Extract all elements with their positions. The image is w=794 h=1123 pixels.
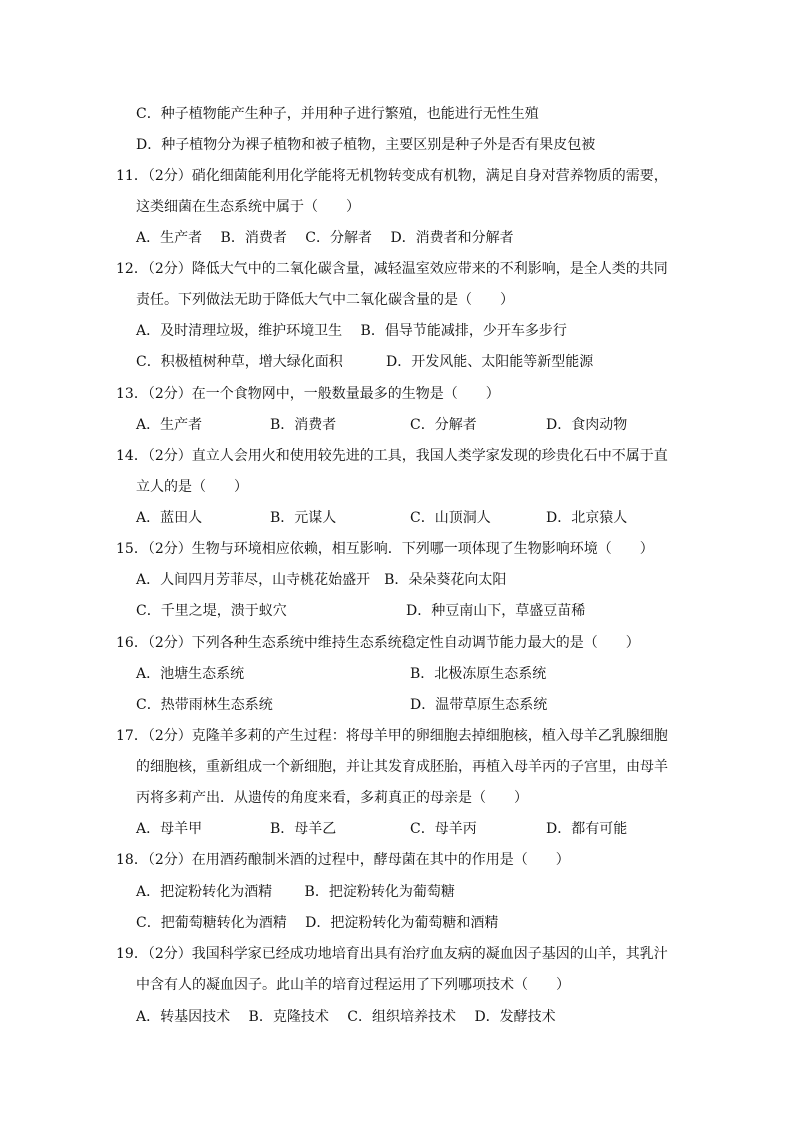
q16-option-c: C．热带雨林生态系统 <box>136 697 273 713</box>
q14-option-c: C．山顶洞人 <box>410 510 491 526</box>
q14-stem-line1: 14．（2分）直立人会用火和使用较先进的工具，我国人类学家发现的珍贵化石中不属于直 <box>116 448 668 464</box>
q13-stem: 13．（2分）在一个食物网中，一般数量最多的生物是（ ） <box>116 386 500 402</box>
q14-option-b: B．元谋人 <box>270 510 337 526</box>
q16-stem: 16．（2分）下列各种生态系统中维持生态系统稳定性自动调节能力最大的是（ ） <box>116 635 640 651</box>
q11-stem-line2: 这类细菌在生态系统中属于（ ） <box>136 199 360 215</box>
q17-option-a: A．母羊甲 <box>136 821 203 837</box>
q18-options-row1: A．把淀粉转化为酒精 B．把淀粉转化为葡萄糖 <box>136 884 455 900</box>
q13-option-b: B．消费者 <box>270 417 337 433</box>
q17-option-d: D．都有可能 <box>546 821 628 837</box>
q12-option-c: C．积极植树种草，增大绿化面积 <box>136 354 343 370</box>
q19-stem-line2: 中含有人的凝血因子。此山羊的培育过程运用了下列哪项技术（ ） <box>136 977 570 993</box>
q12-stem-line1: 12．（2分）降低大气中的二氧化碳含量，减轻温室效应带来的不利影响，是全人类的共同 <box>116 261 668 277</box>
q19-options: A．转基因技术 B．克隆技术 C．组织培养技术 D．发酵技术 <box>136 1009 556 1025</box>
q18-stem: 18．（2分）在用酒药酿制米酒的过程中，酵母菌在其中的作用是（ ） <box>116 852 570 868</box>
q17-stem-line2: 的细胞核，重新组成一个新细胞，并让其发育成胚胎，再植入母羊丙的子宫里，由母羊 <box>136 759 668 775</box>
q15-stem: 15．（2分）生物与环境相应依赖，相互影响．下列哪一项体现了生物影响环境（ ） <box>116 541 654 557</box>
q17-stem-line3: 丙将多莉产出．从遗传的角度来看，多莉真正的母亲是（ ） <box>136 790 528 806</box>
q16-option-a: A．池塘生态系统 <box>136 666 245 682</box>
q14-option-d: D．北京猿人 <box>546 510 628 526</box>
q13-option-a: A．生产者 <box>136 417 203 433</box>
q17-option-c: C．母羊丙 <box>410 821 477 837</box>
q10-option-c: C．种子植物能产生种子，并用种子进行繁殖，也能进行无性生殖 <box>136 106 539 122</box>
q12-options-row1: A．及时清理垃圾，维护环境卫生 B．倡导节能减排，少开车多步行 <box>136 323 567 339</box>
q12-option-d: D．开发风能、太阳能等新型能源 <box>386 354 594 370</box>
q12-stem-line2: 责任。下列做法无助于降低大气中二氧化碳含量的是（ ） <box>136 292 514 308</box>
q18-options-row2: C．把葡萄糖转化为酒精 D．把淀粉转化为葡萄糖和酒精 <box>136 915 499 931</box>
q16-option-b: B．北极冻原生态系统 <box>410 666 547 682</box>
q13-option-d: D．食肉动物 <box>546 417 628 433</box>
q11-options: A．生产者 B．消费者 C．分解者 D．消费者和分解者 <box>136 230 514 246</box>
q17-option-b: B．母羊乙 <box>270 821 337 837</box>
q15-option-d: D．种豆南山下，草盛豆苗稀 <box>406 603 586 619</box>
q17-stem-line1: 17．（2分）克隆羊多莉的产生过程：将母羊甲的卵细胞去掉细胞核，植入母羊乙乳腺细胞 <box>116 728 668 744</box>
q14-option-a: A．蓝田人 <box>136 510 203 526</box>
q10-option-d: D．种子植物分为裸子植物和被子植物，主要区别是种子外是否有果皮包被 <box>136 137 596 153</box>
q15-options-row1: A．人间四月芳菲尽，山寺桃花始盛开 B．朵朵葵花向太阳 <box>136 572 507 588</box>
q16-option-d: D．温带草原生态系统 <box>410 697 548 713</box>
q13-option-c: C．分解者 <box>410 417 477 433</box>
q15-option-c: C．千里之堤，溃于蚁穴 <box>136 603 287 619</box>
q14-stem-line2: 立人的是（ ） <box>136 479 248 495</box>
q11-stem-line1: 11．（2分）硝化细菌能利用化学能将无机物转变成有机物，满足自身对营养物质的需要， <box>116 168 668 184</box>
q19-stem-line1: 19．（2分）我国科学家已经成功地培育出具有治疗血友病的凝血因子基因的山羊，其乳汁 <box>116 946 668 962</box>
